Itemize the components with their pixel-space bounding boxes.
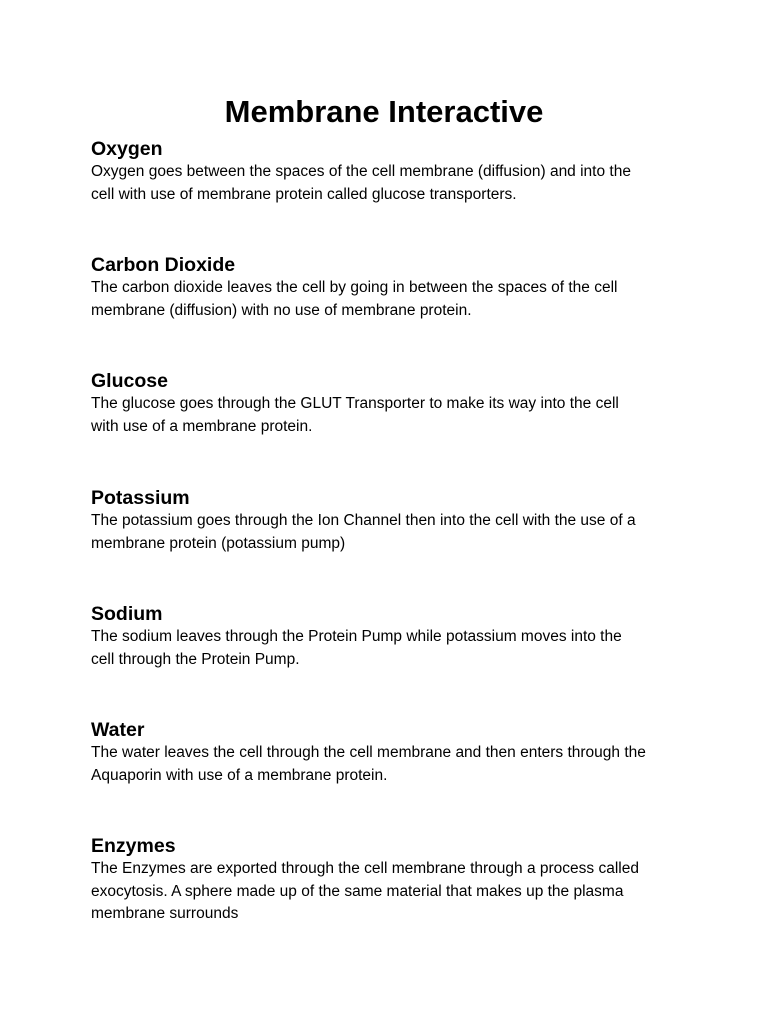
section-text-line: cell through the Protein Pump. xyxy=(91,650,300,668)
section-glucose xyxy=(91,369,691,438)
section-carbon-dioxide xyxy=(91,253,691,322)
section-sodium xyxy=(91,602,691,671)
section-enzymes xyxy=(91,834,691,926)
section-text-line: Aquaporin with use of a membrane protein. xyxy=(91,766,388,784)
section-text-line: The sodium leaves through the Protein Pump while potassium moves into the xyxy=(91,628,622,645)
section-heading: Glucose xyxy=(91,370,168,392)
section-heading: Enzymes xyxy=(91,835,176,857)
section-text-line: The Enzymes are exported through the cell membrane through a process called xyxy=(91,860,639,877)
section-text-line: exocytosis. A sphere made up of the same material that makes up the plasma xyxy=(91,882,624,900)
section-heading: Potassium xyxy=(91,487,190,509)
section-heading: Water xyxy=(91,719,145,741)
section-text-line: membrane (diffusion) with no use of membrane protein. xyxy=(91,301,472,319)
document-title: Membrane Interactive xyxy=(224,94,544,129)
section-text-line: The potassium goes through the Ion Channel then into the cell with the use of a xyxy=(91,512,636,529)
section-text-line: Oxygen goes between the spaces of the cell membrane (diffusion) and into the xyxy=(91,163,631,180)
section-heading: Sodium xyxy=(91,603,163,625)
section-water xyxy=(91,718,691,787)
section-text-line: The glucose goes through the GLUT Transporter to make its way into the cell xyxy=(91,395,619,412)
section-text-line: The water leaves the cell through the cell membrane and then enters through the xyxy=(91,744,646,761)
section-potassium xyxy=(91,486,691,555)
section-oxygen xyxy=(91,137,691,206)
section-heading: Oxygen xyxy=(91,138,163,160)
section-heading: Carbon Dioxide xyxy=(91,254,236,276)
section-text-line: The carbon dioxide leaves the cell by going in between the spaces of the cell xyxy=(91,279,618,296)
section-text-line: membrane protein (potassium pump) xyxy=(91,534,346,552)
section-text-line: membrane surrounds xyxy=(91,905,239,922)
section-text-line: cell with use of membrane protein called glucose transporters. xyxy=(91,185,517,203)
section-text-line: with use of a membrane protein. xyxy=(91,417,313,435)
